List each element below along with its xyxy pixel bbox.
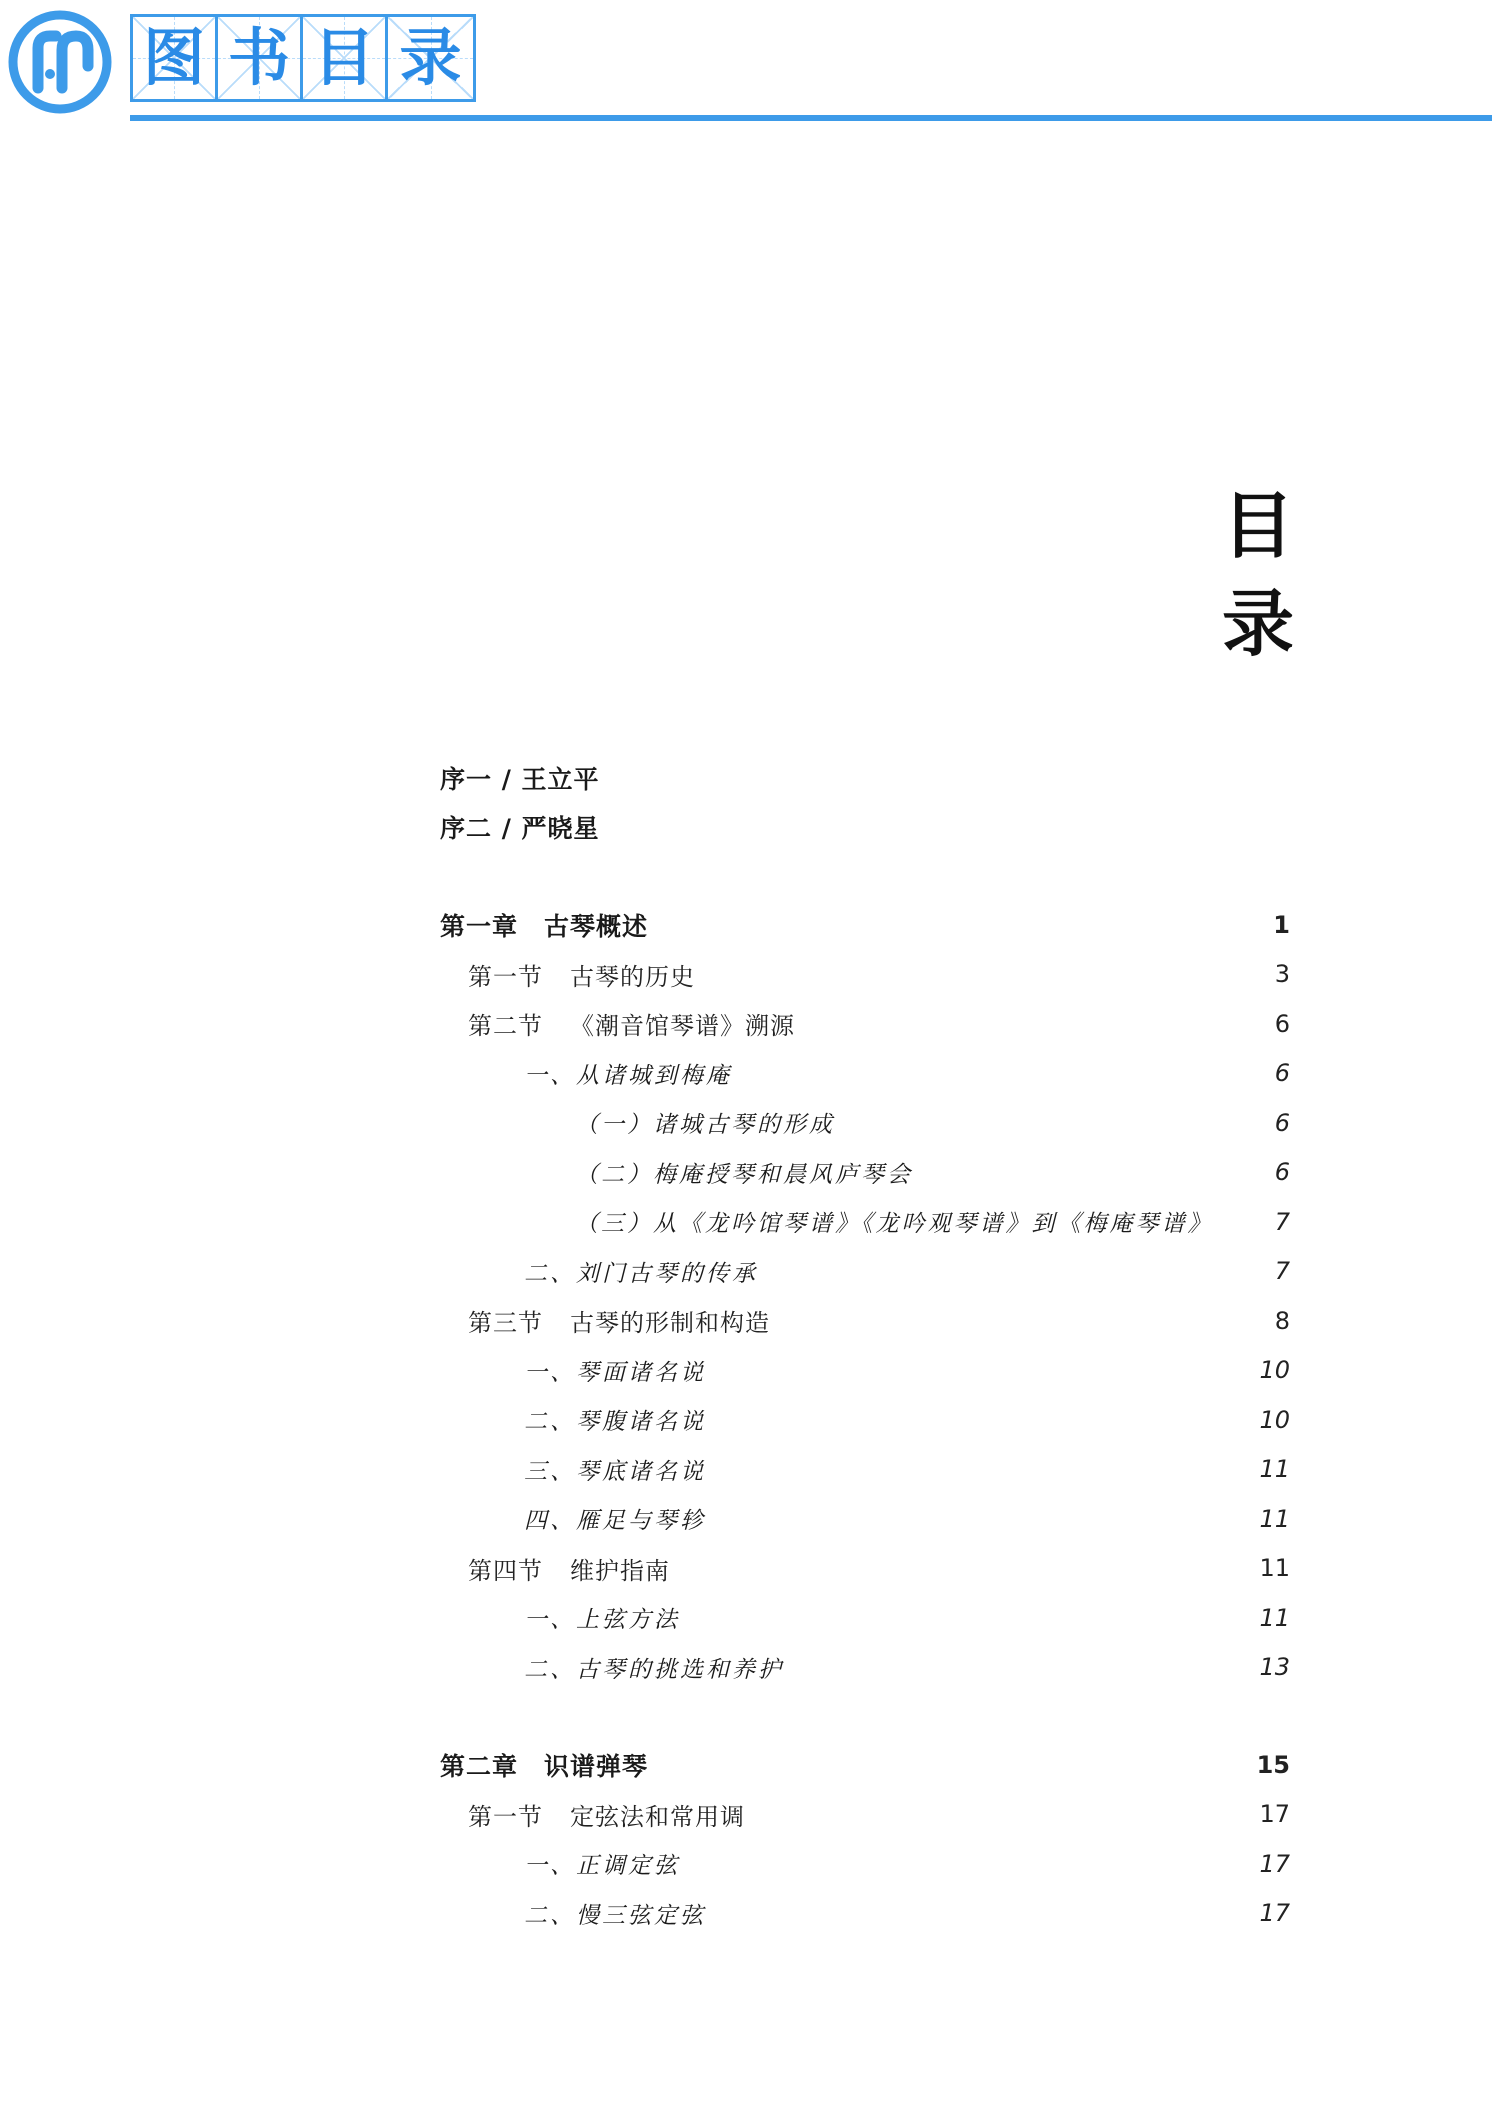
banner-divider [130, 115, 1492, 121]
toc-subsub-entry[interactable] [440, 1148, 1290, 1198]
toc-heading [1222, 483, 1302, 686]
toc-page-number: 13 [1259, 1653, 1290, 1682]
toc-section-number: 第三节 [468, 1309, 543, 1338]
toc-page-number: 6 [1274, 1009, 1290, 1038]
banner-char-cell [303, 17, 388, 99]
toc-page-number: 7 [1274, 1207, 1290, 1236]
toc-chapter-entry[interactable] [440, 1740, 1290, 1790]
toc-section-number: 第一节 [468, 962, 543, 991]
toc-entry-title: 维护指南 [570, 1556, 670, 1585]
toc-heading-char: 录 [1222, 581, 1295, 666]
toc-entry-title: 二、琴腹诸名说 [524, 1409, 706, 1436]
toc-entry-title: 古琴概述 [544, 911, 649, 941]
toc-page-number: 10 [1259, 1356, 1290, 1385]
toc-section-entry[interactable] [440, 1296, 1290, 1346]
toc-page-number: 6 [1274, 1059, 1290, 1088]
toc-section-number: 第二节 [468, 1012, 543, 1041]
toc-chapter-entry[interactable] [440, 900, 1290, 950]
table-of-contents [440, 753, 1290, 1938]
toc-page-number: 11 [1259, 1603, 1290, 1632]
toc-entry-title: 一、琴面诸名说 [524, 1359, 706, 1386]
toc-page-number: 17 [1259, 1899, 1290, 1928]
toc-sub-entry[interactable] [440, 1445, 1290, 1495]
toc-preface-entry[interactable] [440, 753, 1290, 803]
toc-sub-entry[interactable] [440, 1494, 1290, 1544]
toc-entry-title: 一、正调定弦 [524, 1853, 680, 1880]
toc-entry-title: （三）从《龙吟馆琴谱》《龙吟观琴谱》到《梅庵琴谱》 [575, 1211, 1214, 1238]
toc-section-entry[interactable] [440, 999, 1290, 1049]
toc-page-number: 10 [1259, 1405, 1290, 1434]
toc-sub-entry[interactable] [440, 1889, 1290, 1939]
toc-section-entry[interactable] [440, 950, 1290, 1000]
toc-spacer [440, 852, 1290, 900]
toc-entry-title: 定弦法和常用调 [570, 1802, 745, 1831]
toc-page-number: 7 [1274, 1257, 1290, 1286]
banner-title [130, 14, 476, 102]
toc-page-number: 17 [1259, 1849, 1290, 1878]
toc-sub-entry[interactable] [440, 1049, 1290, 1099]
toc-entry-title: 一、上弦方法 [524, 1607, 680, 1634]
toc-entry-title: 四、雁足与琴轸 [524, 1508, 706, 1535]
toc-page-number: 15 [1256, 1750, 1290, 1779]
toc-section-number: 第四节 [468, 1556, 543, 1585]
toc-sub-entry[interactable] [440, 1247, 1290, 1297]
toc-entry-title: 二、古琴的挑选和养护 [524, 1656, 784, 1683]
banner-char: 书 [227, 21, 290, 94]
toc-subsub-entry[interactable] [440, 1197, 1290, 1247]
toc-spacer [440, 1692, 1290, 1740]
toc-entry-title: 序二 / 严晓星 [440, 814, 600, 844]
banner-char-cell [388, 17, 473, 99]
toc-entry-title: 一、从诸城到梅庵 [524, 1062, 732, 1089]
toc-chapter-number: 第二章 [440, 1751, 545, 1781]
toc-section-entry[interactable] [440, 1544, 1290, 1594]
toc-entry-title: （一）诸城古琴的形成 [575, 1112, 835, 1139]
toc-page-number: 11 [1259, 1455, 1290, 1484]
toc-entry-title: 识谱弹琴 [544, 1751, 649, 1781]
toc-entry-title: 古琴的历史 [570, 962, 695, 991]
toc-entry-title: （二）梅庵授琴和晨风庐琴会 [575, 1161, 913, 1188]
toc-sub-entry[interactable] [440, 1593, 1290, 1643]
banner-char: 录 [399, 21, 462, 94]
banner-char-cell [218, 17, 303, 99]
toc-entry-title: 古琴的形制和构造 [570, 1309, 770, 1338]
toc-page-number: 6 [1274, 1108, 1290, 1137]
toc-page-number: 1 [1273, 910, 1290, 939]
toc-heading-char: 目 [1222, 483, 1295, 568]
banner-char: 图 [142, 21, 205, 94]
toc-entry-title: 二、刘门古琴的传承 [524, 1260, 758, 1287]
toc-sub-entry[interactable] [440, 1395, 1290, 1445]
toc-subsub-entry[interactable] [440, 1098, 1290, 1148]
toc-preface-entry[interactable] [440, 803, 1290, 853]
banner-char: 目 [312, 21, 375, 94]
toc-sub-entry[interactable] [440, 1643, 1290, 1693]
toc-entry-title: 《潮音馆琴谱》溯源 [570, 1012, 795, 1041]
toc-entry-title: 序一 / 王立平 [440, 764, 600, 794]
toc-entry-title: 三、琴底诸名说 [524, 1458, 706, 1485]
toc-page-number: 3 [1274, 960, 1290, 989]
banner-char-cell [133, 17, 218, 99]
toc-page-number: 6 [1274, 1158, 1290, 1187]
toc-sub-entry[interactable] [440, 1346, 1290, 1396]
toc-entry-title: 二、慢三弦定弦 [524, 1902, 706, 1929]
toc-page-number: 17 [1259, 1800, 1290, 1829]
toc-page-number: 8 [1274, 1306, 1290, 1335]
toc-section-number: 第一节 [468, 1802, 543, 1831]
toc-page-number: 11 [1259, 1554, 1290, 1583]
toc-page-number: 11 [1259, 1504, 1290, 1533]
toc-chapter-number: 第一章 [440, 911, 545, 941]
toc-sub-entry[interactable] [440, 1839, 1290, 1889]
toc-section-entry[interactable] [440, 1790, 1290, 1840]
logo-icon [8, 10, 112, 114]
